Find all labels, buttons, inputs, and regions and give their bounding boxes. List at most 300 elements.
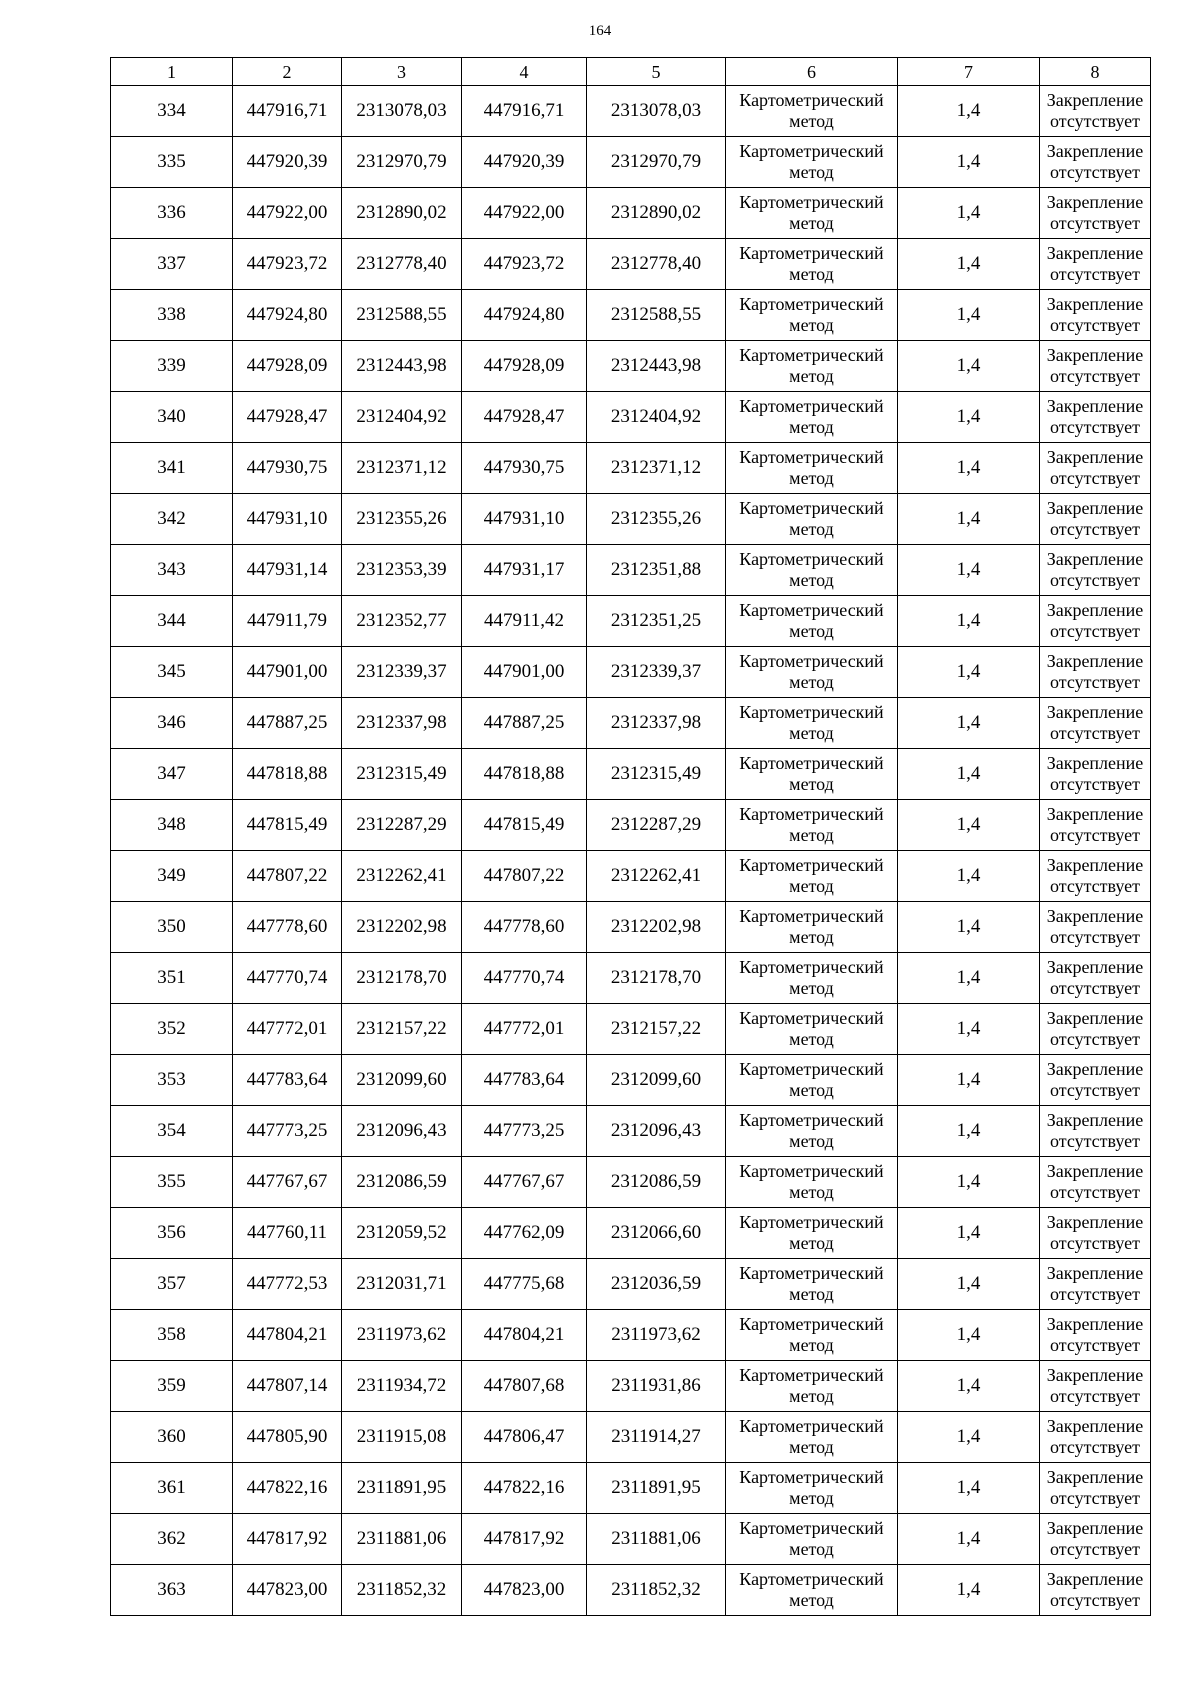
fixation-cell-line: Закрепление	[1046, 90, 1144, 110]
table-row	[111, 596, 1151, 647]
accuracy-cell: 1,4	[898, 800, 1040, 851]
y-coordinate-cell: 2311973,62	[587, 1310, 726, 1361]
point-number-cell: 336	[111, 188, 233, 239]
point-number-cell: 349	[111, 851, 233, 902]
fixation-cell-line: отсутствует	[1049, 315, 1141, 335]
method-cell-line: Картометрический	[739, 957, 884, 977]
method-cell-line: метод	[789, 1437, 834, 1457]
method-cell-line: Картометрический	[739, 549, 884, 569]
x-coordinate-cell: 447931,10	[233, 494, 342, 545]
fixation-cell-line: Закрепление	[1046, 192, 1144, 212]
fixation-cell-line: Закрепление	[1046, 1008, 1144, 1028]
y-coordinate-cell: 2312066,60	[587, 1208, 726, 1259]
accuracy-cell: 1,4	[898, 1412, 1040, 1463]
x-coordinate-cell: 447822,16	[462, 1463, 587, 1514]
x-coordinate-cell: 447887,25	[462, 698, 587, 749]
method-cell	[726, 1361, 898, 1412]
y-coordinate-cell: 2311934,72	[342, 1361, 462, 1412]
fixation-cell-line: Закрепление	[1046, 855, 1144, 875]
table-row	[111, 392, 1151, 443]
point-number-cell: 339	[111, 341, 233, 392]
fixation-cell-line: отсутствует	[1049, 927, 1141, 947]
y-coordinate-cell: 2311891,95	[342, 1463, 462, 1514]
y-coordinate-cell: 2312157,22	[587, 1004, 726, 1055]
accuracy-cell: 1,4	[898, 1463, 1040, 1514]
x-coordinate-cell: 447762,09	[462, 1208, 587, 1259]
accuracy-cell: 1,4	[898, 647, 1040, 698]
accuracy-cell: 1,4	[898, 86, 1040, 137]
fixation-cell-line: Закрепление	[1046, 1569, 1144, 1589]
method-cell-line: метод	[789, 162, 834, 182]
accuracy-cell: 1,4	[898, 137, 1040, 188]
y-coordinate-cell: 2312339,37	[342, 647, 462, 698]
fixation-cell-line: отсутствует	[1049, 519, 1141, 539]
fixation-cell-line: отсутствует	[1049, 723, 1141, 743]
x-coordinate-cell: 447770,74	[462, 953, 587, 1004]
x-coordinate-cell: 447930,75	[462, 443, 587, 494]
y-coordinate-cell: 2312287,29	[342, 800, 462, 851]
fixation-cell	[1040, 290, 1151, 341]
x-coordinate-cell: 447928,47	[462, 392, 587, 443]
method-cell-line: метод	[789, 876, 834, 896]
method-cell-line: метод	[789, 723, 834, 743]
method-cell-line: метод	[789, 570, 834, 590]
point-number-cell: 358	[111, 1310, 233, 1361]
fixation-cell-line: отсутствует	[1049, 621, 1141, 641]
fixation-cell-line: отсутствует	[1049, 162, 1141, 182]
fixation-cell-line: отсутствует	[1049, 1182, 1141, 1202]
fixation-cell-line: отсутствует	[1049, 1437, 1141, 1457]
fixation-cell	[1040, 86, 1151, 137]
fixation-cell-line: Закрепление	[1046, 702, 1144, 722]
fixation-cell-line: Закрепление	[1046, 1059, 1144, 1079]
method-cell-line: Картометрический	[739, 906, 884, 926]
fixation-cell-line: отсутствует	[1049, 417, 1141, 437]
method-cell-line: метод	[789, 315, 834, 335]
fixation-cell	[1040, 545, 1151, 596]
point-number-cell: 352	[111, 1004, 233, 1055]
table-row	[111, 1208, 1151, 1259]
fixation-cell	[1040, 1565, 1151, 1616]
column-header: 3	[342, 58, 462, 86]
y-coordinate-cell: 2312351,25	[587, 596, 726, 647]
method-cell-line: метод	[789, 111, 834, 131]
accuracy-cell: 1,4	[898, 443, 1040, 494]
fixation-cell-line: отсутствует	[1049, 1131, 1141, 1151]
x-coordinate-cell: 447823,00	[233, 1565, 342, 1616]
fixation-cell-line: Закрепление	[1046, 753, 1144, 773]
fixation-cell-line: Закрепление	[1046, 498, 1144, 518]
accuracy-cell: 1,4	[898, 953, 1040, 1004]
method-cell-line: метод	[789, 1488, 834, 1508]
point-number-cell: 338	[111, 290, 233, 341]
table-row	[111, 800, 1151, 851]
fixation-cell-line: Закрепление	[1046, 1518, 1144, 1538]
method-cell-line: Картометрический	[739, 345, 884, 365]
y-coordinate-cell: 2312371,12	[587, 443, 726, 494]
x-coordinate-cell: 447767,67	[233, 1157, 342, 1208]
x-coordinate-cell: 447804,21	[233, 1310, 342, 1361]
y-coordinate-cell: 2312404,92	[587, 392, 726, 443]
y-coordinate-cell: 2312778,40	[587, 239, 726, 290]
y-coordinate-cell: 2312096,43	[342, 1106, 462, 1157]
method-cell-line: метод	[789, 1590, 834, 1610]
method-cell-line: метод	[789, 1182, 834, 1202]
y-coordinate-cell: 2312970,79	[342, 137, 462, 188]
method-cell	[726, 1514, 898, 1565]
method-cell-line: метод	[789, 1029, 834, 1049]
y-coordinate-cell: 2312588,55	[587, 290, 726, 341]
point-number-cell: 335	[111, 137, 233, 188]
fixation-cell	[1040, 1157, 1151, 1208]
fixation-cell	[1040, 188, 1151, 239]
fixation-cell-line: Закрепление	[1046, 1263, 1144, 1283]
x-coordinate-cell: 447916,71	[233, 86, 342, 137]
accuracy-cell: 1,4	[898, 1259, 1040, 1310]
accuracy-cell: 1,4	[898, 698, 1040, 749]
y-coordinate-cell: 2312262,41	[342, 851, 462, 902]
x-coordinate-cell: 447807,22	[233, 851, 342, 902]
x-coordinate-cell: 447760,11	[233, 1208, 342, 1259]
fixation-cell	[1040, 1412, 1151, 1463]
point-number-cell: 354	[111, 1106, 233, 1157]
table-row	[111, 1565, 1151, 1616]
point-number-cell: 334	[111, 86, 233, 137]
y-coordinate-cell: 2311881,06	[587, 1514, 726, 1565]
method-cell-line: Картометрический	[739, 243, 884, 263]
method-cell-line: Картометрический	[739, 1110, 884, 1130]
method-cell-line: метод	[789, 774, 834, 794]
x-coordinate-cell: 447772,01	[233, 1004, 342, 1055]
method-cell-line: Картометрический	[739, 90, 884, 110]
x-coordinate-cell: 447767,67	[462, 1157, 587, 1208]
fixation-cell-line: отсутствует	[1049, 1335, 1141, 1355]
fixation-cell-line: Закрепление	[1046, 1467, 1144, 1487]
fixation-cell	[1040, 1361, 1151, 1412]
method-cell-line: метод	[789, 213, 834, 233]
method-cell-line: метод	[789, 417, 834, 437]
table-row	[111, 290, 1151, 341]
method-cell-line: метод	[789, 927, 834, 947]
table-row	[111, 698, 1151, 749]
method-cell	[726, 443, 898, 494]
fixation-cell	[1040, 647, 1151, 698]
table-row	[111, 86, 1151, 137]
y-coordinate-cell: 2312202,98	[587, 902, 726, 953]
y-coordinate-cell: 2312443,98	[342, 341, 462, 392]
table-row	[111, 341, 1151, 392]
y-coordinate-cell: 2312890,02	[587, 188, 726, 239]
x-coordinate-cell: 447773,25	[233, 1106, 342, 1157]
accuracy-cell: 1,4	[898, 341, 1040, 392]
method-cell	[726, 545, 898, 596]
y-coordinate-cell: 2312339,37	[587, 647, 726, 698]
point-number-cell: 353	[111, 1055, 233, 1106]
y-coordinate-cell: 2312351,88	[587, 545, 726, 596]
accuracy-cell: 1,4	[898, 1310, 1040, 1361]
table-row	[111, 1157, 1151, 1208]
x-coordinate-cell: 447783,64	[462, 1055, 587, 1106]
fixation-cell-line: Закрепление	[1046, 1416, 1144, 1436]
y-coordinate-cell: 2312202,98	[342, 902, 462, 953]
x-coordinate-cell: 447772,01	[462, 1004, 587, 1055]
x-coordinate-cell: 447928,09	[462, 341, 587, 392]
y-coordinate-cell: 2311914,27	[587, 1412, 726, 1463]
method-cell-line: метод	[789, 1233, 834, 1253]
fixation-cell-line: Закрепление	[1046, 549, 1144, 569]
method-cell-line: Картометрический	[739, 1416, 884, 1436]
method-cell	[726, 1310, 898, 1361]
point-number-cell: 343	[111, 545, 233, 596]
method-cell-line: Картометрический	[739, 294, 884, 314]
fixation-cell	[1040, 1004, 1151, 1055]
fixation-cell	[1040, 902, 1151, 953]
x-coordinate-cell: 447805,90	[233, 1412, 342, 1463]
method-cell	[726, 1208, 898, 1259]
method-cell	[726, 851, 898, 902]
x-coordinate-cell: 447772,53	[233, 1259, 342, 1310]
x-coordinate-cell: 447807,22	[462, 851, 587, 902]
fixation-cell-line: Закрепление	[1046, 957, 1144, 977]
table-row	[111, 1055, 1151, 1106]
point-number-cell: 347	[111, 749, 233, 800]
fixation-cell	[1040, 137, 1151, 188]
method-cell-line: метод	[789, 1284, 834, 1304]
y-coordinate-cell: 2312315,49	[342, 749, 462, 800]
fixation-cell-line: отсутствует	[1049, 1488, 1141, 1508]
point-number-cell: 355	[111, 1157, 233, 1208]
y-coordinate-cell: 2312337,98	[342, 698, 462, 749]
x-coordinate-cell: 447924,80	[462, 290, 587, 341]
fixation-cell	[1040, 1208, 1151, 1259]
y-coordinate-cell: 2312086,59	[587, 1157, 726, 1208]
table-row	[111, 1361, 1151, 1412]
fixation-cell	[1040, 392, 1151, 443]
point-number-cell: 362	[111, 1514, 233, 1565]
point-number-cell: 360	[111, 1412, 233, 1463]
x-coordinate-cell: 447923,72	[462, 239, 587, 290]
fixation-cell-line: отсутствует	[1049, 1233, 1141, 1253]
accuracy-cell: 1,4	[898, 902, 1040, 953]
y-coordinate-cell: 2311931,86	[587, 1361, 726, 1412]
method-cell-line: метод	[789, 468, 834, 488]
x-coordinate-cell: 447778,60	[233, 902, 342, 953]
point-number-cell: 342	[111, 494, 233, 545]
table-row	[111, 953, 1151, 1004]
method-cell-line: метод	[789, 1539, 834, 1559]
x-coordinate-cell: 447928,47	[233, 392, 342, 443]
method-cell	[726, 1106, 898, 1157]
method-cell-line: Картометрический	[739, 396, 884, 416]
x-coordinate-cell: 447931,10	[462, 494, 587, 545]
x-coordinate-cell: 447804,21	[462, 1310, 587, 1361]
column-header: 4	[462, 58, 587, 86]
x-coordinate-cell: 447931,17	[462, 545, 587, 596]
x-coordinate-cell: 447778,60	[462, 902, 587, 953]
fixation-cell	[1040, 1055, 1151, 1106]
method-cell	[726, 1463, 898, 1514]
method-cell-line: метод	[789, 825, 834, 845]
accuracy-cell: 1,4	[898, 596, 1040, 647]
table-row	[111, 1514, 1151, 1565]
method-cell	[726, 86, 898, 137]
y-coordinate-cell: 2312099,60	[587, 1055, 726, 1106]
y-coordinate-cell: 2311852,32	[587, 1565, 726, 1616]
method-cell-line: метод	[789, 672, 834, 692]
method-cell-line: Картометрический	[739, 855, 884, 875]
fixation-cell-line: Закрепление	[1046, 141, 1144, 161]
fixation-cell	[1040, 596, 1151, 647]
fixation-cell-line: отсутствует	[1049, 1590, 1141, 1610]
accuracy-cell: 1,4	[898, 1004, 1040, 1055]
fixation-cell-line: Закрепление	[1046, 396, 1144, 416]
table-row	[111, 1259, 1151, 1310]
point-number-cell: 361	[111, 1463, 233, 1514]
x-coordinate-cell: 447783,64	[233, 1055, 342, 1106]
table-row	[111, 1106, 1151, 1157]
y-coordinate-cell: 2312337,98	[587, 698, 726, 749]
accuracy-cell: 1,4	[898, 1361, 1040, 1412]
method-cell	[726, 1412, 898, 1463]
table-body	[111, 86, 1151, 1616]
fixation-cell	[1040, 953, 1151, 1004]
accuracy-cell: 1,4	[898, 1565, 1040, 1616]
accuracy-cell: 1,4	[898, 392, 1040, 443]
method-cell-line: метод	[789, 366, 834, 386]
x-coordinate-cell: 447770,74	[233, 953, 342, 1004]
method-cell	[726, 1565, 898, 1616]
method-cell	[726, 1004, 898, 1055]
fixation-cell	[1040, 698, 1151, 749]
method-cell-line: метод	[789, 1335, 834, 1355]
accuracy-cell: 1,4	[898, 851, 1040, 902]
table-row	[111, 494, 1151, 545]
x-coordinate-cell: 447922,00	[233, 188, 342, 239]
accuracy-cell: 1,4	[898, 1055, 1040, 1106]
x-coordinate-cell: 447807,14	[233, 1361, 342, 1412]
method-cell	[726, 341, 898, 392]
y-coordinate-cell: 2312970,79	[587, 137, 726, 188]
x-coordinate-cell: 447931,14	[233, 545, 342, 596]
table-row	[111, 137, 1151, 188]
method-cell	[726, 1157, 898, 1208]
method-cell-line: Картометрический	[739, 1314, 884, 1334]
fixation-cell	[1040, 1259, 1151, 1310]
accuracy-cell: 1,4	[898, 239, 1040, 290]
point-number-cell: 345	[111, 647, 233, 698]
table-row	[111, 851, 1151, 902]
fixation-cell-line: отсутствует	[1049, 978, 1141, 998]
x-coordinate-cell: 447916,71	[462, 86, 587, 137]
y-coordinate-cell: 2312099,60	[342, 1055, 462, 1106]
y-coordinate-cell: 2312352,77	[342, 596, 462, 647]
fixation-cell	[1040, 1310, 1151, 1361]
accuracy-cell: 1,4	[898, 1106, 1040, 1157]
method-cell-line: метод	[789, 621, 834, 641]
method-cell-line: Картометрический	[739, 1518, 884, 1538]
fixation-cell	[1040, 239, 1151, 290]
method-cell-line: метод	[789, 264, 834, 284]
point-number-cell: 341	[111, 443, 233, 494]
y-coordinate-cell: 2312371,12	[342, 443, 462, 494]
method-cell	[726, 290, 898, 341]
table-row	[111, 188, 1151, 239]
fixation-cell-line: Закрепление	[1046, 447, 1144, 467]
fixation-cell-line: отсутствует	[1049, 1080, 1141, 1100]
method-cell-line: Картометрический	[739, 1059, 884, 1079]
x-coordinate-cell: 447901,00	[462, 647, 587, 698]
point-number-cell: 363	[111, 1565, 233, 1616]
x-coordinate-cell: 447922,00	[462, 188, 587, 239]
fixation-cell-line: отсутствует	[1049, 825, 1141, 845]
y-coordinate-cell: 2312157,22	[342, 1004, 462, 1055]
method-cell-line: Картометрический	[739, 1212, 884, 1232]
method-cell	[726, 494, 898, 545]
fixation-cell-line: отсутствует	[1049, 672, 1141, 692]
fixation-cell-line: отсутствует	[1049, 570, 1141, 590]
fixation-cell-line: отсутствует	[1049, 264, 1141, 284]
method-cell	[726, 188, 898, 239]
fixation-cell-line: отсутствует	[1049, 366, 1141, 386]
method-cell-line: метод	[789, 1080, 834, 1100]
method-cell	[726, 1259, 898, 1310]
fixation-cell-line: Закрепление	[1046, 1314, 1144, 1334]
fixation-cell	[1040, 443, 1151, 494]
x-coordinate-cell: 447911,42	[462, 596, 587, 647]
fixation-cell-line: отсутствует	[1049, 1539, 1141, 1559]
fixation-cell-line: Закрепление	[1046, 1110, 1144, 1130]
fixation-cell-line: Закрепление	[1046, 804, 1144, 824]
point-number-cell: 350	[111, 902, 233, 953]
y-coordinate-cell: 2312262,41	[587, 851, 726, 902]
table-row	[111, 1463, 1151, 1514]
x-coordinate-cell: 447928,09	[233, 341, 342, 392]
y-coordinate-cell: 2312178,70	[587, 953, 726, 1004]
table-row	[111, 1310, 1151, 1361]
fixation-cell	[1040, 494, 1151, 545]
method-cell	[726, 953, 898, 1004]
y-coordinate-cell: 2312287,29	[587, 800, 726, 851]
method-cell-line: Картометрический	[739, 1263, 884, 1283]
method-cell-line: Картометрический	[739, 651, 884, 671]
x-coordinate-cell: 447806,47	[462, 1412, 587, 1463]
method-cell-line: Картометрический	[739, 1008, 884, 1028]
fixation-cell	[1040, 851, 1151, 902]
y-coordinate-cell: 2312031,71	[342, 1259, 462, 1310]
fixation-cell-line: Закрепление	[1046, 243, 1144, 263]
table-header	[111, 58, 1151, 86]
x-coordinate-cell: 447911,79	[233, 596, 342, 647]
column-header: 2	[233, 58, 342, 86]
y-coordinate-cell: 2312355,26	[342, 494, 462, 545]
x-coordinate-cell: 447923,72	[233, 239, 342, 290]
method-cell-line: метод	[789, 519, 834, 539]
accuracy-cell: 1,4	[898, 494, 1040, 545]
fixation-cell-line: Закрепление	[1046, 600, 1144, 620]
x-coordinate-cell: 447930,75	[233, 443, 342, 494]
method-cell-line: Картометрический	[739, 600, 884, 620]
fixation-cell-line: отсутствует	[1049, 111, 1141, 131]
table-row	[111, 443, 1151, 494]
fixation-cell-line: Закрепление	[1046, 1212, 1144, 1232]
method-cell	[726, 902, 898, 953]
y-coordinate-cell: 2313078,03	[342, 86, 462, 137]
fixation-cell-line: Закрепление	[1046, 345, 1144, 365]
y-coordinate-cell: 2312588,55	[342, 290, 462, 341]
accuracy-cell: 1,4	[898, 188, 1040, 239]
x-coordinate-cell: 447815,49	[233, 800, 342, 851]
fixation-cell-line: отсутствует	[1049, 774, 1141, 794]
